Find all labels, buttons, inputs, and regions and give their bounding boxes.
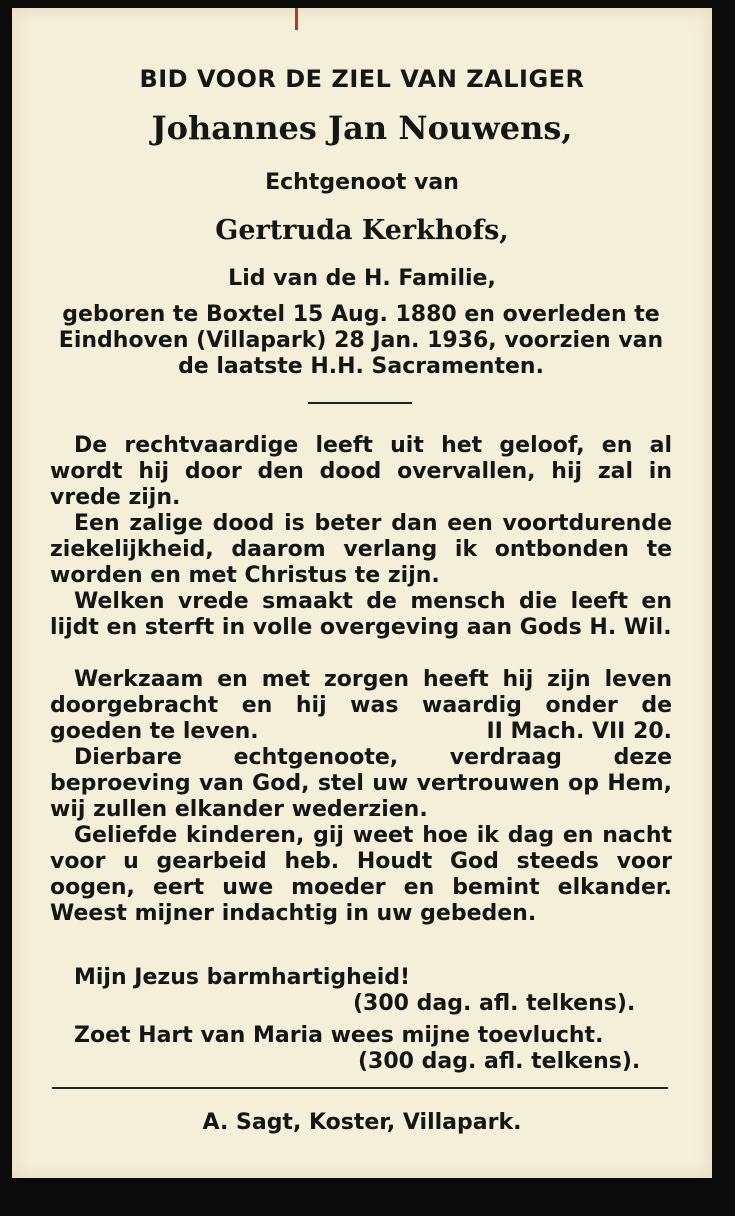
spouse-label: Echtgenoot van xyxy=(265,170,459,195)
paragraph-4 xyxy=(50,667,672,745)
prayer-1: Mijn Jezus barmhartigheid! xyxy=(74,965,411,990)
memorial-card xyxy=(12,8,712,1178)
paragraph-2: Een zalige dood is beter dan een voortdurende ziekelijkheid, daarom verlang ik ontbonden te worden en met Christus te zijn. xyxy=(50,511,672,588)
membership: Lid van de H. Familie, xyxy=(228,266,496,291)
bottom-rule xyxy=(52,1087,668,1089)
deceased-name: Johannes Jan Nouwens, xyxy=(151,109,573,147)
scripture-reference: II Mach. VII 20. xyxy=(486,719,672,744)
short-divider xyxy=(308,402,412,404)
paragraph-3: Welken vrede smaakt de mensch die leeft en lijdt en sterft in volle overgeving aan Gods H. Wil. xyxy=(50,589,672,640)
paragraph-1: De rechtvaardige leeft uit het geloof, en al wordt hij door den dood overvallen, hij zal in vrede zijn. xyxy=(50,433,672,510)
stain-mark xyxy=(295,8,298,30)
printer-credit: A. Sagt, Koster, Villapark. xyxy=(202,1110,522,1135)
indulgence-2: (300 dag. afl. telkens). xyxy=(358,1049,641,1074)
paragraph-4-text: Werkzaam en met zorgen heeft hij zijn leven doorgebracht en hij was waardig onder de goeden te leven. xyxy=(50,667,672,744)
paragraph-5: Dierbare echtgenoote, verdraag deze beproeving van God, stel uw vertrouwen op Hem, wij zullen elkander wederzien. xyxy=(50,745,672,822)
birth-death-info: geboren te Boxtel 15 Aug. 1880 en overleden te Eindhoven (Villapark) 28 Jan. 1936, voorzien van de laatste H.H. Sacramenten. xyxy=(58,302,664,379)
spouse-name: Gertruda Kerkhofs, xyxy=(215,215,509,246)
prayer-2: Zoet Hart van Maria wees mijne toevlucht. xyxy=(74,1023,604,1048)
indulgence-1: (300 dag. afl. telkens). xyxy=(353,991,636,1016)
paragraph-6: Geliefde kinderen, gij weet hoe ik dag en nacht voor u gearbeid heb. Houdt God steeds voor oogen, eert uwe moeder en bemint elkander. Weest mijner indachtig in uw gebeden. xyxy=(50,823,672,926)
card-header: BID VOOR DE ZIEL VAN ZALIGER xyxy=(139,65,585,93)
